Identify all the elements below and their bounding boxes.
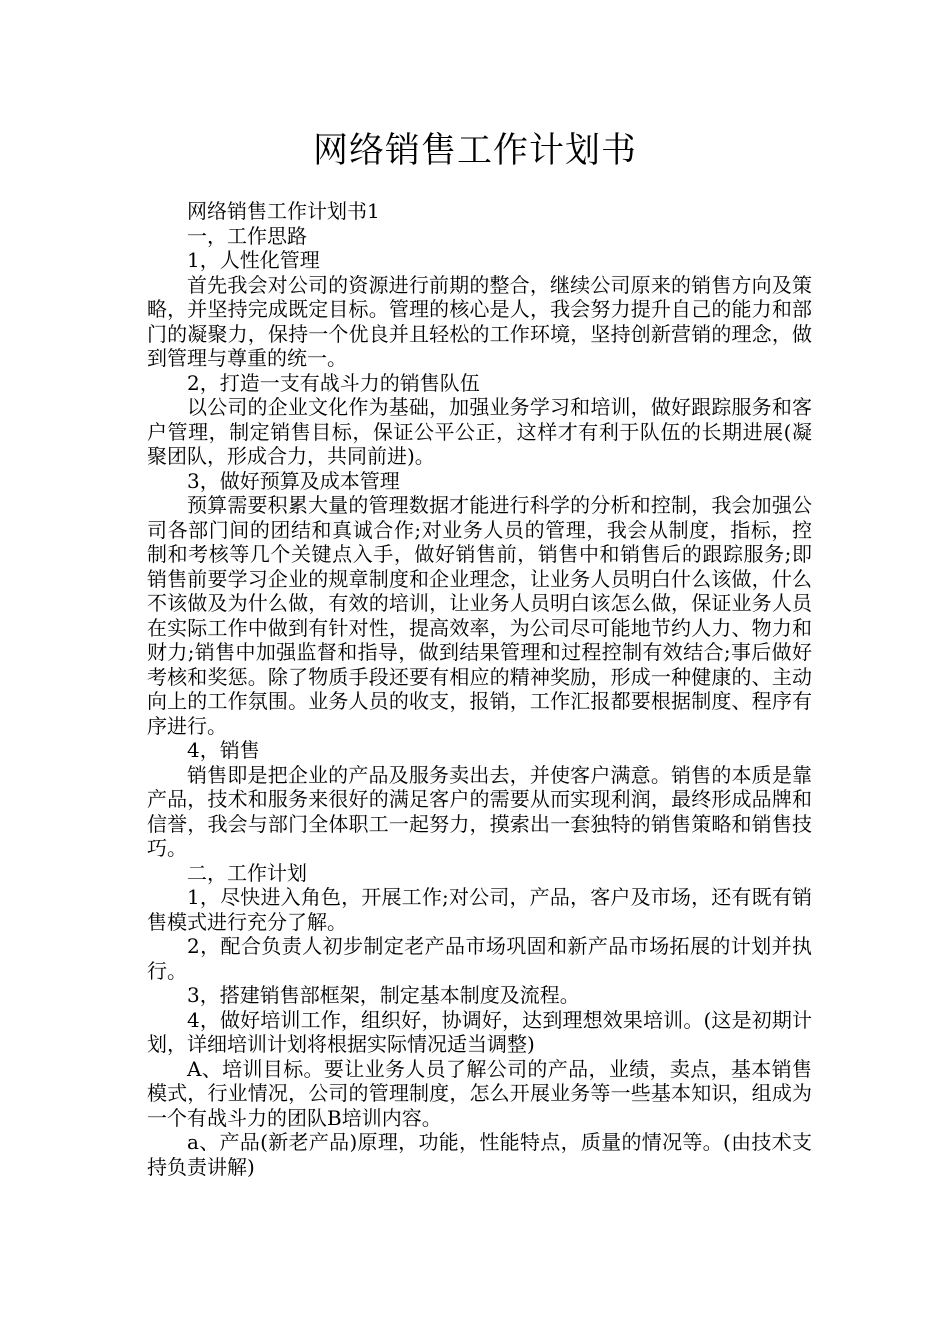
body-paragraph: 预算需要积累大量的管理数据才能进行科学的分析和控制，我会加强公司各部门间的团结和真诚合作;对业务人员的管理，我会从制度，指标，控制和考核等几个关键点入手，做好销售前，销售中和销售后的跟踪服务;即销售前要学习企业的规章制度和企业理念，让业务人员明白什么该做，什么不该做及为什么做，有效的培训，让业务人员明白该怎么做，保证业务人员在实际工作中做到有针对性，提高效率，为公司尽可能地节约人力、物力和财力;销售中加强监督和指导，做到结果管理和过程控制有效结合;事后做好考核和奖惩。除了物质手段还要有相应的精神奖励，形成一种健康的、主动向上的工作氛围。业务人员的收支，报销，工作汇报都要根据制度、程序有序进行。 <box>147 493 812 738</box>
subsection-heading: 1，人性化管理 <box>187 248 320 272</box>
body-paragraph: a、产品(新老产品)原理，功能，性能特点，质量的情况等。(由技术支持负责讲解) <box>147 1130 812 1179</box>
list-item: 3，搭建销售部框架，制定基本制度及流程。 <box>187 983 580 1007</box>
subsection-heading: 3，做好预算及成本管理 <box>187 468 400 493</box>
subsection-heading: 4，销售 <box>187 738 260 762</box>
subsection-heading: 2，打造一支有战斗力的销售队伍 <box>187 370 480 395</box>
list-item: 2，配合负责人初步制定老产品市场巩固和新产品市场拓展的计划并执行。 <box>147 934 812 983</box>
section-heading: 一，工作思路 <box>187 223 307 248</box>
body-paragraph: 销售即是把企业的产品及服务卖出去，并使客户满意。销售的本质是靠产品，技术和服务来很好的满足客户的需要从而实现利润，最终形成品牌和信誉，我会与部门全体职工一起努力，摸索出一套独特的销售策略和销售技巧。 <box>147 762 812 860</box>
subtitle: 网络销售工作计划书1 <box>187 199 380 223</box>
section-heading: 二，工作计划 <box>187 860 307 885</box>
body-paragraph: 首先我会对公司的资源进行前期的整合，继续公司原来的销售方向及策略，并坚持完成既定目标。管理的核心是人，我会努力提升自己的能力和部门的凝聚力，保持一个优良并且轻松的工作环境，坚持创新营销的理念，做到管理与尊重的统一。 <box>147 272 812 370</box>
list-item: 1，尽快进入角色，开展工作;对公司，产品，客户及市场，还有既有销售模式进行充分了解。 <box>147 885 812 934</box>
list-item: 4，做好培训工作，组织好，协调好，达到理想效果培训。(这是初期计划，详细培训计划将根据实际情况适当调整) <box>147 1007 812 1056</box>
body-paragraph: 以公司的企业文化作为基础，加强业务学习和培训，做好跟踪服务和客户管理，制定销售目标，保证公平公正，这样才有利于队伍的长期进展(凝聚团队，形成合力，共同前进)。 <box>147 395 812 468</box>
document-body <box>147 199 812 1179</box>
document-title: 网络销售工作计划书 <box>312 131 637 171</box>
body-paragraph: A、培训目标。要让业务人员了解公司的产品，业绩，卖点，基本销售模式，行业情况，公司的管理制度，怎么开展业务等一些基本知识，组成为一个有战斗力的团队B培训内容。 <box>147 1056 812 1130</box>
